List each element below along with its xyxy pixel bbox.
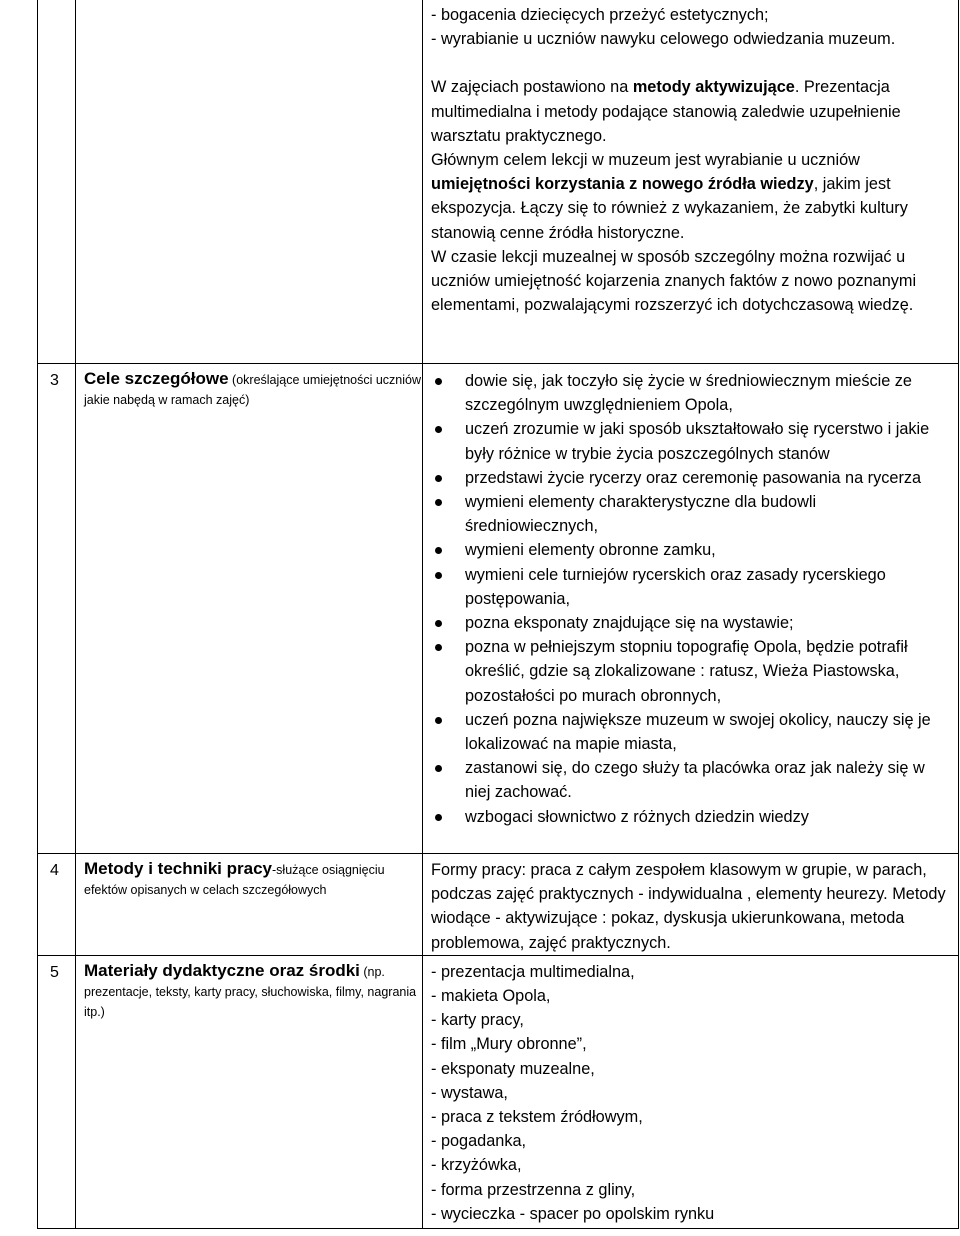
goal-paragraph: Głównym celem lekcji w muzeum jest wyrabianie u uczniów umiejętności korzystania z nowego źródła wiedzy, jakim jest ekspozycja. Łączy się to również z wykazaniem, że zabytki kultury stanowią cenne źródła historyczne. — [431, 151, 908, 242]
goal-list-item: uczeń zrozumie w jaki sposób ukształtowało się rycerstwo i jakie były różnice w trybie życia poszczególnych stanów — [431, 417, 952, 465]
table-row-materials — [38, 955, 959, 1228]
material-item: - karty pracy, — [431, 1011, 524, 1030]
label-cell — [76, 364, 423, 854]
goals-list — [431, 369, 952, 829]
goal-list-item: wymieni cele turniejów rycerskich oraz zasady rycerskiego postępowania, — [431, 563, 952, 611]
material-item: - pogadanka, — [431, 1132, 527, 1151]
goal-list-item: pozna eksponaty znajdujące się na wystawie; — [431, 611, 952, 635]
material-item: - praca z tekstem źródłowym, — [431, 1108, 643, 1127]
table-row-specific-goals — [38, 364, 959, 854]
content-cell — [423, 364, 959, 854]
text-line: - wyrabianie u uczniów nawyku celowego odwiedzania muzeum. — [431, 30, 896, 49]
number-cell — [38, 955, 76, 1228]
row-number: 5 — [50, 963, 59, 981]
number-cell — [38, 364, 76, 854]
goal-list-item: wymieni elementy obronne zamku, — [431, 538, 952, 562]
material-item: - prezentacja multimedialna, — [431, 962, 635, 981]
goal-list-item: zastanowi się, do czego służy ta placówka oraz jak należy się w niej zachować. — [431, 756, 952, 804]
table-row-intro — [38, 0, 959, 364]
material-item: - krzyżówka, — [431, 1156, 522, 1175]
materials-list — [423, 956, 958, 1226]
methods-paragraph: W zajęciach postawiono na metody aktywizujące. Prezentacja multimedialna i metody podające stanowią zaledwie uzupełnienie warsztatu praktycznego. — [431, 78, 901, 145]
row-label: Materiały dydaktyczne oraz środki (np. prezentacje, teksty, karty pracy, słuchowiska, filmy, nagrania itp.) — [84, 960, 417, 1019]
material-item: - wystawa, — [431, 1083, 508, 1102]
material-item: - forma przestrzenna z gliny, — [431, 1180, 636, 1199]
row-number: 3 — [50, 372, 59, 389]
material-item: - film „Mury obronne”, — [431, 1035, 587, 1054]
closing-paragraph: W czasie lekcji muzealnej w sposób szczególny można rozwijać u uczniów umiejętność kojarzenia znanych faktów z nowo poznanymi elementami, pozwalającymi rozszerzyć ich dotychczasową wiedzę. — [431, 247, 917, 315]
number-cell — [38, 0, 76, 364]
number-cell — [38, 854, 76, 956]
text-line: - bogacenia dziecięcych przeżyć estetycznych; — [431, 6, 769, 24]
content-cell — [423, 854, 959, 956]
row-label: Cele szczegółowe (określające umiejętności uczniów jakie nabędą w ramach zajęć) — [84, 369, 422, 407]
material-item: - makieta Opola, — [431, 987, 551, 1006]
content-cell — [423, 0, 959, 364]
material-item: - wycieczka - spacer po opolskim rynku — [431, 1204, 715, 1223]
content-cell — [423, 955, 959, 1228]
methods-text: Formy pracy: praca z całym zespołem klasowym w grupie, w parach, podczas zajęć praktycznych - indywidualna , elementy heurezy. Metody wiodące - aktywizujące : pokaz, dyskusja ukierunkowana, metoda problemowa, zajęć praktycznych. — [431, 861, 946, 952]
goal-list-item: uczeń pozna największe muzeum w swojej okolicy, nauczy się je lokalizować na mapie miasta, — [431, 708, 952, 756]
label-cell — [76, 0, 423, 364]
label-cell — [76, 955, 423, 1228]
label-cell — [76, 854, 423, 956]
table-row-methods — [38, 854, 959, 956]
goal-list-item: pozna w pełniejszym stopniu topografię Opola, będzie potrafił określić, gdzie są zlokalizowane : ratusz, Wieża Piastowska, pozostałości po murach obronnych, — [431, 635, 952, 708]
lesson-plan-table — [37, 0, 959, 1229]
goal-list-item: dowie się, jak toczyło się życie w średniowiecznym mieście ze szczególnym uwzględnieniem Opola, — [431, 369, 952, 417]
goal-list-item: wzbogaci słownictwo z różnych dziedzin wiedzy — [431, 805, 952, 829]
goal-list-item: przedstawi życie rycerzy oraz ceremonię pasowania na rycerza — [431, 466, 952, 490]
goal-list-item: wymieni elementy charakterystyczne dla budowli średniowiecznych, — [431, 490, 952, 538]
material-item: - eksponaty muzealne, — [431, 1059, 595, 1078]
row-label: Metody i techniki pracy-służące osiągnięciu efektów opisanych w celach szczegółowych — [84, 859, 385, 897]
row-number: 4 — [50, 862, 59, 879]
